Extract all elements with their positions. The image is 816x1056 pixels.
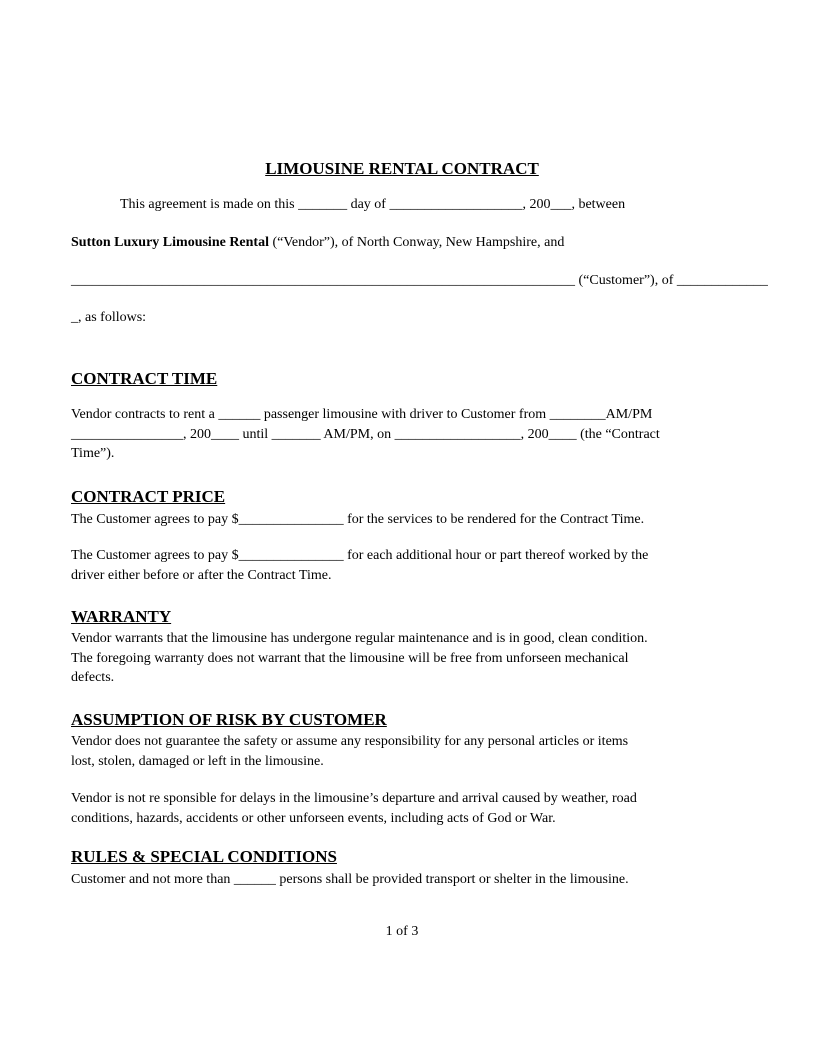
warranty-paragraph <box>71 629 648 688</box>
contract-price-paragraph-1: The Customer agrees to pay $_______________ for the services to be rendered for the Contract Time. <box>71 512 645 527</box>
page-number: 1 of 3 <box>385 924 419 939</box>
assumption-p2-line-2: conditions, hazards, accidents or other unforseen events, including acts of God or War. <box>71 810 556 826</box>
assumption-of-risk-paragraph-2 <box>71 789 637 828</box>
assumption-of-risk-paragraph-1 <box>71 732 628 771</box>
assumption-p1-line-1: Vendor does not guarantee the safety or assume any responsibility for any personal articles or items <box>71 734 629 749</box>
warranty-line-3: defects. <box>71 670 115 685</box>
contract-price-paragraph-2 <box>71 546 648 585</box>
contract-time-heading: CONTRACT TIME <box>71 369 218 388</box>
contract-time-line-1: Vendor contracts to rent a ______ passenger limousine with driver to Customer from ________AM/PM <box>71 407 653 422</box>
assumption-p1-line-2: lost, stolen, damaged or left in the limousine. <box>71 753 324 769</box>
intro-line-3: ________________________________________________________________________ (“Customer”), of _____________ <box>71 273 768 288</box>
intro-line-2 <box>71 235 564 251</box>
contract-time-paragraph <box>71 405 660 464</box>
rules-heading: RULES & SPECIAL CONDITIONS <box>71 847 337 866</box>
document-title: LIMOUSINE RENTAL CONTRACT <box>265 159 539 178</box>
warranty-line-2: The foregoing warranty does not warrant that the limousine will be free from unforseen mechanical <box>71 650 629 666</box>
intro-line-2-rest: (“Vendor”), of North Conway, New Hampshire, and <box>268 235 565 250</box>
contract-price-p2-line-2: driver either before or after the Contract Time. <box>71 567 332 583</box>
intro-line-1: This agreement is made on this _______ day of ___________________, 200___, between <box>120 197 626 212</box>
rules-paragraph: Customer and not more than ______ persons shall be provided transport or shelter in the limousine. <box>71 872 629 887</box>
warranty-line-1: Vendor warrants that the limousine has undergone regular maintenance and is in good, clean condition. <box>71 631 648 646</box>
assumption-p2-line-1: Vendor is not re sponsible for delays in the limousine’s departure and arrival caused by weather, road <box>71 791 637 806</box>
contract-price-p2-line-1: The Customer agrees to pay $_______________ for each additional hour or part thereof worked by the <box>71 548 649 563</box>
assumption-of-risk-heading: ASSUMPTION OF RISK BY CUSTOMER <box>71 710 387 729</box>
vendor-name: Sutton Luxury Limousine Rental <box>71 235 269 250</box>
contract-time-line-2: ________________, 200____ until _______ AM/PM, on __________________, 200____ (the “Contract <box>71 426 660 442</box>
contract-price-heading: CONTRACT PRICE <box>71 487 226 506</box>
contract-time-line-3: Time”). <box>71 446 115 461</box>
intro-line-4: _, as follows: <box>71 310 147 325</box>
warranty-heading: WARRANTY <box>71 607 172 626</box>
